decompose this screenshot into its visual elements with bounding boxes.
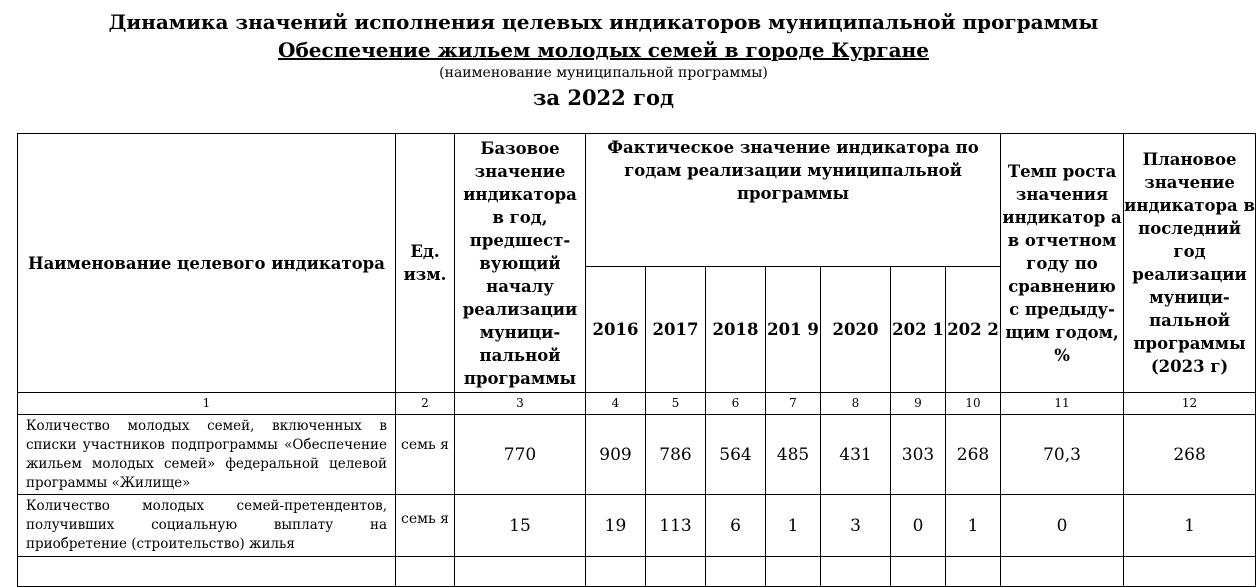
indicator-name: Количество молодых семей, включенных в списки участников подпрограммы «Обеспечение жильем молодых семей» федеральной целевой программы «Жилище» — [18, 415, 396, 495]
header-plan-value: Плановое значение индикатора в последний год реализации муници-пальной программы (2023 г) — [1124, 134, 1256, 393]
empty-cell — [396, 557, 455, 587]
column-number: 1 — [18, 393, 396, 415]
value-2017: 113 — [646, 495, 706, 557]
table-row — [18, 415, 1256, 495]
column-number: 12 — [1124, 393, 1256, 415]
value-2019: 485 — [766, 415, 821, 495]
value-2018: 6 — [706, 495, 766, 557]
value-2016: 909 — [586, 415, 646, 495]
column-number: 2 — [396, 393, 455, 415]
value-2020: 431 — [821, 415, 891, 495]
empty-cell — [821, 557, 891, 587]
value-2020: 3 — [821, 495, 891, 557]
program-name: Обеспечение жильем молодых семей в городе Кургане — [278, 38, 929, 62]
value-2021: 303 — [891, 415, 946, 495]
column-number: 8 — [821, 393, 891, 415]
header-year-2020: 2020 — [821, 267, 891, 393]
growth-rate: 0 — [1001, 495, 1124, 557]
column-number: 10 — [946, 393, 1001, 415]
empty-cell — [455, 557, 586, 587]
header-year-2021: 202 1 — [891, 267, 946, 393]
value-2022: 268 — [946, 415, 1001, 495]
column-number: 4 — [586, 393, 646, 415]
indicator-unit: семь я — [396, 415, 455, 495]
empty-cell — [946, 557, 1001, 587]
empty-cell — [1001, 557, 1124, 587]
header-unit: Ед. изм. — [396, 134, 455, 393]
column-number: 6 — [706, 393, 766, 415]
report-period: за 2022 год — [533, 85, 674, 110]
header-year-2019: 201 9 — [766, 267, 821, 393]
empty-cell — [586, 557, 646, 587]
header-year-2018: 2018 — [706, 267, 766, 393]
value-2022: 1 — [946, 495, 1001, 557]
indicator-name: Количество молодых семей-претендентов, получивших социальную выплату на приобретение (строительство) жилья — [18, 495, 396, 557]
empty-cell — [646, 557, 706, 587]
document-title: Динамика значений исполнения целевых индикаторов муниципальной программы — [108, 10, 1099, 34]
header-indicator-name: Наименование целевого индикатора — [18, 134, 396, 393]
plan-value: 1 — [1124, 495, 1256, 557]
program-name-caption: (наименование муниципальной программы) — [439, 65, 768, 81]
empty-cell — [18, 557, 396, 587]
empty-cell — [1124, 557, 1256, 587]
empty-cell — [766, 557, 821, 587]
base-value: 15 — [455, 495, 586, 557]
header-year-2016: 2016 — [586, 267, 646, 393]
indicator-unit: семь я — [396, 495, 455, 557]
value-2021: 0 — [891, 495, 946, 557]
value-2018: 564 — [706, 415, 766, 495]
header-year-2017: 2017 — [646, 267, 706, 393]
column-number: 9 — [891, 393, 946, 415]
header-year-2022: 202 2 — [946, 267, 1001, 393]
base-value: 770 — [455, 415, 586, 495]
table-row — [18, 495, 1256, 557]
column-numbers-row — [18, 393, 1256, 415]
empty-cell — [706, 557, 766, 587]
header-actual-values: Фактическое значение индикатора по годам реализации муниципальной программы — [586, 134, 1001, 267]
header-growth-rate: Темп роста значения индикатор а в отчетном году по сравнению с предыду-щим годом, % — [1001, 134, 1124, 393]
column-number: 5 — [646, 393, 706, 415]
indicators-table — [17, 133, 1256, 587]
header-base-value: Базовое значение индикатора в год, предшест-вующий началу реализации муници-пальной программы — [455, 134, 586, 393]
growth-rate: 70,3 — [1001, 415, 1124, 495]
plan-value: 268 — [1124, 415, 1256, 495]
column-number: 7 — [766, 393, 821, 415]
value-2017: 786 — [646, 415, 706, 495]
value-2019: 1 — [766, 495, 821, 557]
table-row-partial — [18, 557, 1256, 587]
empty-cell — [891, 557, 946, 587]
value-2016: 19 — [586, 495, 646, 557]
column-number: 3 — [455, 393, 586, 415]
column-number: 11 — [1001, 393, 1124, 415]
